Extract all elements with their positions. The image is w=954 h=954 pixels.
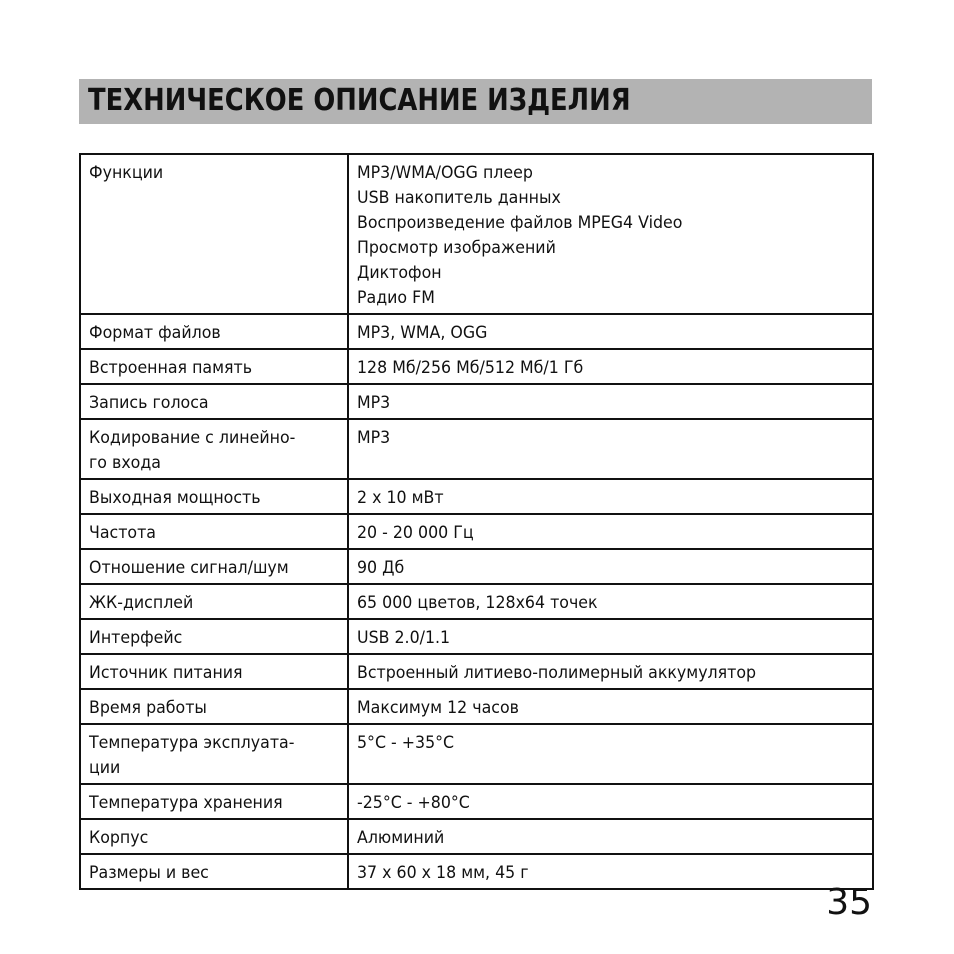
spec-name xyxy=(89,756,339,781)
spec-value-text: USB накопитель данных xyxy=(357,188,561,208)
table-row xyxy=(80,349,873,384)
table-row xyxy=(80,514,873,549)
spec-name-text: Запись голоса xyxy=(89,393,209,413)
table-row xyxy=(80,314,873,349)
spec-value xyxy=(357,236,864,261)
spec-name xyxy=(89,591,339,616)
spec-value-text: 37 x 60 x 18 мм, 45 г xyxy=(357,863,529,883)
spec-value xyxy=(357,556,864,581)
spec-value-cell xyxy=(348,584,873,619)
table-row xyxy=(80,549,873,584)
spec-name xyxy=(89,451,339,476)
spec-name-cell xyxy=(80,724,348,784)
table-row xyxy=(80,619,873,654)
spec-value-text: Диктофон xyxy=(357,263,442,283)
spec-value xyxy=(357,391,864,416)
spec-value-cell xyxy=(348,479,873,514)
spec-value-text: 90 Дб xyxy=(357,558,405,578)
spec-value-cell xyxy=(348,854,873,889)
spec-name xyxy=(89,826,339,851)
spec-value-text: MP3, WMA, OGG xyxy=(357,323,488,343)
spec-value-text: Воспроизведение файлов MPEG4 Video xyxy=(357,213,683,233)
spec-name-text: Отношение сигнал/шум xyxy=(89,558,289,578)
spec-value-cell xyxy=(348,349,873,384)
spec-name xyxy=(89,486,339,511)
spec-value-text: 2 x 10 мВт xyxy=(357,488,444,508)
spec-name-text: Встроенная память xyxy=(89,358,253,378)
spec-name-cell xyxy=(80,689,348,724)
spec-name-text: Выходная мощность xyxy=(89,488,261,508)
spec-value-text: Радио FM xyxy=(357,288,435,308)
spec-value xyxy=(357,486,864,511)
spec-value xyxy=(357,186,864,211)
spec-name-text: ции xyxy=(89,758,121,778)
table-row xyxy=(80,384,873,419)
spec-value-cell xyxy=(348,819,873,854)
spec-value-cell xyxy=(348,724,873,784)
spec-name-text: Время работы xyxy=(89,698,207,718)
table-row xyxy=(80,419,873,479)
spec-name-text: Частота xyxy=(89,523,157,543)
spec-value-text: MP3 xyxy=(357,428,391,448)
spec-value xyxy=(357,161,864,186)
spec-name xyxy=(89,391,339,416)
spec-name xyxy=(89,861,339,886)
spec-name xyxy=(89,356,339,381)
spec-value xyxy=(357,211,864,236)
spec-value-cell xyxy=(348,619,873,654)
spec-name-cell xyxy=(80,619,348,654)
spec-name-cell xyxy=(80,419,348,479)
spec-name-text: го входа xyxy=(89,453,161,473)
spec-value xyxy=(357,826,864,851)
spec-name-text: Размеры и вес xyxy=(89,863,209,883)
table-row xyxy=(80,654,873,689)
spec-name xyxy=(89,626,339,651)
spec-value-text: Просмотр изображений xyxy=(357,238,556,258)
spec-value-cell xyxy=(348,689,873,724)
spec-name-cell xyxy=(80,784,348,819)
section-title: ТЕХНИЧЕСКОЕ ОПИСАНИЕ ИЗДЕЛИЯ xyxy=(88,83,631,118)
spec-value xyxy=(357,426,864,451)
table-row xyxy=(80,819,873,854)
spec-name-text: Температура эксплуата- xyxy=(89,733,295,753)
spec-value-cell xyxy=(348,514,873,549)
spec-value-text: 5°С - +35°С xyxy=(357,733,455,753)
section-title-bar xyxy=(79,79,872,124)
spec-name-cell xyxy=(80,514,348,549)
spec-name-text: Интерфейс xyxy=(89,628,183,648)
spec-name-text: Кодирование с линейно- xyxy=(89,428,296,448)
spec-value xyxy=(357,791,864,816)
spec-value-text: Алюминий xyxy=(357,828,445,848)
spec-name-text: ЖК-дисплей xyxy=(89,593,194,613)
spec-name-cell xyxy=(80,349,348,384)
spec-value xyxy=(357,286,864,311)
spec-name xyxy=(89,161,339,186)
spec-name-cell xyxy=(80,384,348,419)
spec-value-cell xyxy=(348,784,873,819)
spec-value-text: USB 2.0/1.1 xyxy=(357,628,451,648)
spec-name-text: Функции xyxy=(89,163,164,183)
spec-value-text: 128 Мб/256 Мб/512 Мб/1 Гб xyxy=(357,358,584,378)
table-row xyxy=(80,584,873,619)
spec-value xyxy=(357,626,864,651)
spec-value xyxy=(357,696,864,721)
table-row xyxy=(80,689,873,724)
spec-value-cell xyxy=(348,654,873,689)
spec-name xyxy=(89,731,339,756)
table-row xyxy=(80,479,873,514)
spec-value xyxy=(357,731,864,756)
table-row xyxy=(80,854,873,889)
spec-value-cell xyxy=(348,419,873,479)
spec-value-text: -25°С - +80°С xyxy=(357,793,470,813)
spec-value xyxy=(357,861,864,886)
spec-name xyxy=(89,426,339,451)
spec-name xyxy=(89,696,339,721)
spec-name-text: Формат файлов xyxy=(89,323,221,343)
spec-name-text: Температура хранения xyxy=(89,793,283,813)
table-row xyxy=(80,154,873,314)
spec-name-cell xyxy=(80,584,348,619)
spec-name-cell xyxy=(80,314,348,349)
spec-value-cell xyxy=(348,384,873,419)
spec-name xyxy=(89,521,339,546)
spec-value-text: Встроенный литиево-полимерный аккумулятор xyxy=(357,663,757,683)
spec-name-cell xyxy=(80,479,348,514)
spec-value xyxy=(357,521,864,546)
spec-name-cell xyxy=(80,154,348,314)
spec-value-text: 20 - 20 000 Гц xyxy=(357,523,474,543)
spec-name xyxy=(89,556,339,581)
spec-value xyxy=(357,591,864,616)
spec-value xyxy=(357,356,864,381)
spec-table-body xyxy=(80,154,873,889)
spec-value-cell xyxy=(348,314,873,349)
table-row xyxy=(80,784,873,819)
spec-name xyxy=(89,321,339,346)
spec-name xyxy=(89,791,339,816)
spec-name-cell xyxy=(80,654,348,689)
spec-value-text: MP3 xyxy=(357,393,391,413)
spec-name-text: Корпус xyxy=(89,828,149,848)
spec-name xyxy=(89,661,339,686)
spec-name-cell xyxy=(80,854,348,889)
spec-value xyxy=(357,261,864,286)
page-number: 35 xyxy=(826,882,872,923)
spec-value-cell xyxy=(348,154,873,314)
table-row xyxy=(80,724,873,784)
spec-table xyxy=(79,153,874,890)
spec-value-text: 65 000 цветов, 128x64 точек xyxy=(357,593,598,613)
spec-value xyxy=(357,661,864,686)
spec-name-cell xyxy=(80,819,348,854)
spec-value xyxy=(357,321,864,346)
spec-name-text: Источник питания xyxy=(89,663,243,683)
spec-value-text: Максимум 12 часов xyxy=(357,698,519,718)
spec-value-cell xyxy=(348,549,873,584)
spec-name-cell xyxy=(80,549,348,584)
spec-value-text: MP3/WMA/OGG плеер xyxy=(357,163,533,183)
